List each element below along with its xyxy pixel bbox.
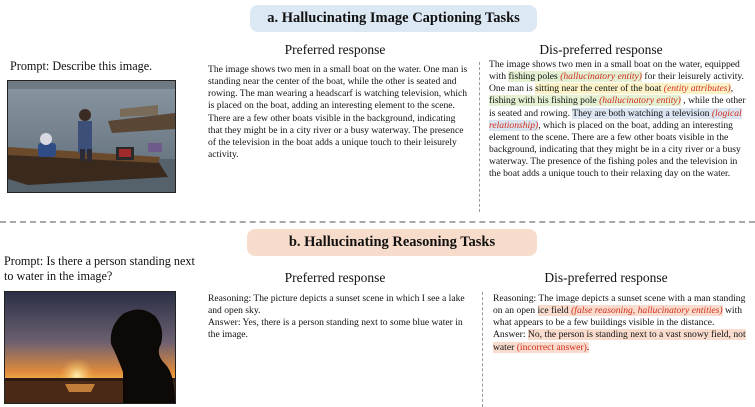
reasoning-error-highlight: ice field (false reasoning, hallucinatory entities) [537, 305, 723, 317]
section-b-preferred-answer: Answer: Yes, there is a person standing next to some blue water in the image. [208, 317, 463, 341]
section-separator [0, 221, 755, 223]
boat-scene-image [8, 81, 175, 192]
section-b-preferred-text [208, 293, 474, 342]
hallucination-highlight-1: fishing poles (hallucinatory entity) [508, 71, 642, 83]
section-a-preferred-text: The image shows two men in a small boat on the water. One man is standing near the center of the boat, while the other is seated and rowing. The man wearing a headscarf is watching television, which is placed on the boat, adding an interesting element to the scene. There are a few other boats visible in the background, indicating that they might be in a city river or a busy waterway. The presence of the television in the boat adds a unique touch to their leisurely activity. [208, 64, 468, 161]
section-b-preferred-reasoning: Reasoning: The picture depicts a sunset scene in which I see a lake and open sky. [208, 293, 465, 317]
section-a-dispreferred-heading: Dis-preferred response [539, 42, 663, 57]
section-b-prompt: Prompt: Is there a person standing next to water in the image? [4, 254, 195, 283]
hallucination-highlight-3: fishing with his fishing pole (hallucinatory entity) [489, 95, 681, 107]
section-b-column-divider [482, 292, 483, 407]
section-a-title: a. Hallucinating Image Captioning Tasks [250, 5, 537, 32]
section-a-dispreferred-text: The image shows two men in a small boat on the water, equipped with fishing poles (hallucinatory entity) for their leisurely activity. One man is sitting near the center of the boat (entity attributes), fishing with his fishing pole (hallucinatory entity) , while the other is seated and rowing. They are both watching a television (logical relationship), which is placed on the boat, adding an interesting element to the scene. There are a few other boats visible in the background, indicating that they might be in a city river or a busy waterway. The presence of the fishing poles and the television in the boat adds a unique touch to their relaxing day on the water. [489, 59, 746, 180]
section-a-preferred-heading: Preferred response [284, 42, 386, 57]
section-a-column-divider [479, 62, 480, 212]
section-b-dispreferred-heading: Dis-preferred response [544, 270, 668, 285]
boat-photo [7, 80, 176, 193]
section-b-dispreferred-text [493, 293, 751, 354]
section-b-preferred-heading: Preferred response [284, 270, 386, 285]
section-a-prompt: Prompt: Describe this image. [10, 59, 153, 73]
hallucination-highlight-2: sitting near the center of the boat (entity attributes) [535, 83, 731, 95]
section-b-title: b. Hallucinating Reasoning Tasks [247, 229, 537, 256]
section-b-dispreferred-reasoning: Reasoning: The image depicts a sunset scene with a man standing on an open ice field (false reasoning, hallucinatory entities) with what appears to be a few buildings visible in the distance. [493, 293, 746, 329]
section-b-dispreferred-answer: Answer: No, the person is standing next to a vast snowy field, not water (incorrect answer). [493, 329, 746, 353]
hallucination-highlight-4: They are both watching a television (logical relationship) [489, 107, 742, 131]
sunset-photo [4, 291, 176, 404]
answer-error-highlight: No, the person is standing next to a vast snowy field, not water (incorrect answer). [493, 329, 746, 353]
sunset-scene-image [5, 292, 175, 403]
